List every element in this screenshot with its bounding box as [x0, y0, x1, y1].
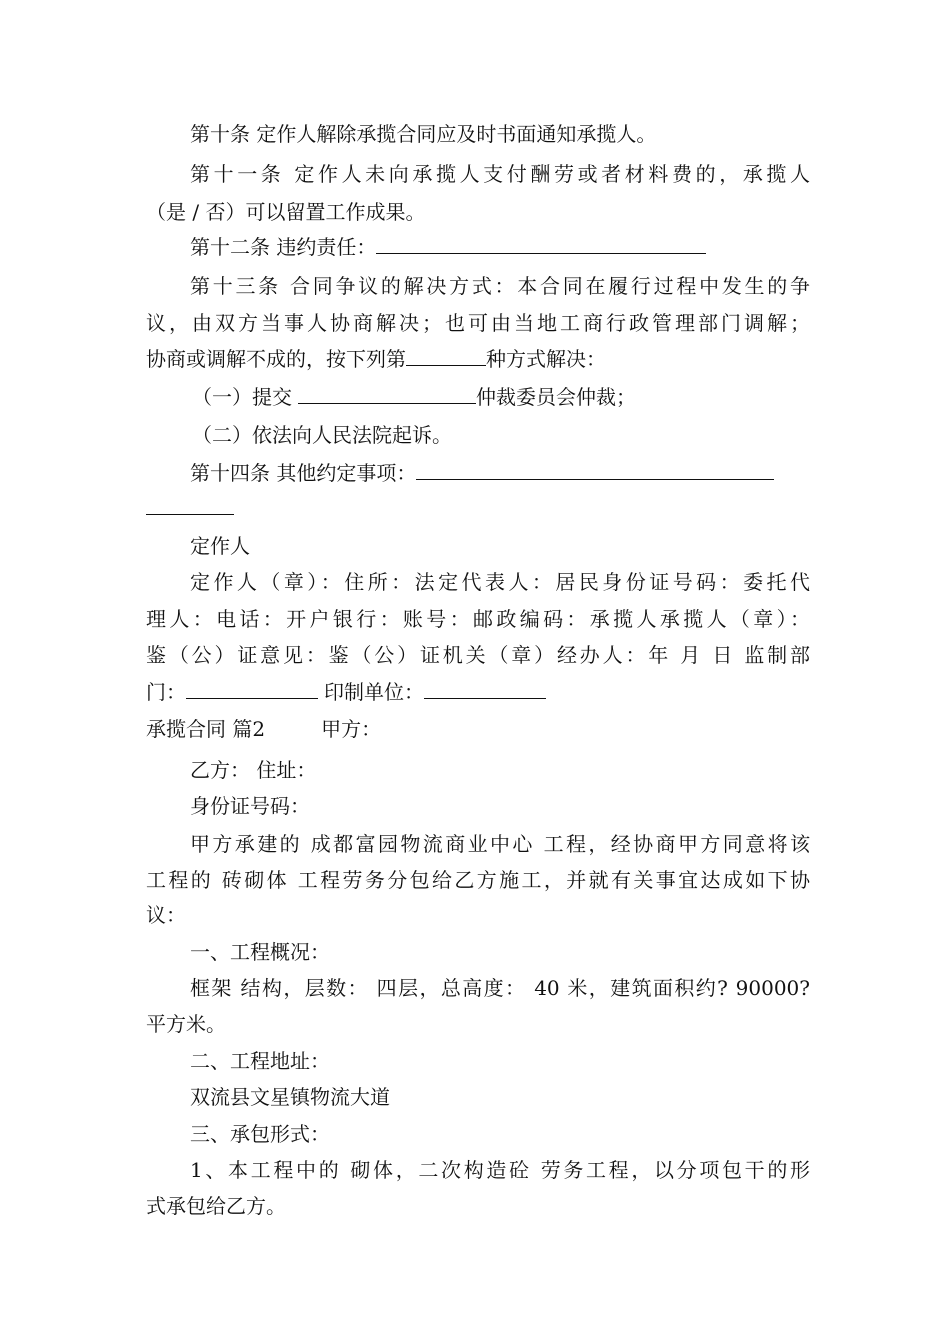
- intro-line-3: 议：: [146, 903, 186, 927]
- clause-13-prefix: 协商或调解不成的，按下列第: [146, 347, 406, 371]
- contract-2-title: 承揽合同 篇2: [146, 717, 266, 741]
- other-matters-blank-continued: [146, 494, 234, 515]
- intro-line-1: 甲方承建的 成都富园物流商业中心 工程，经协商甲方同意将该: [190, 832, 810, 856]
- signature-block-line-3: 鉴（公）证意见：鉴（公）证机关（章）经办人：年 月 日 监制部: [146, 643, 810, 667]
- arbitration-committee-blank: [298, 383, 476, 404]
- clause-13-suffix: 种方式解决：: [486, 347, 606, 371]
- party-b-line: 乙方： 住址：: [190, 758, 317, 782]
- other-matters-blank: [416, 459, 774, 480]
- clause-11-line-1: 第十一条 定作人未向承揽人支付酬劳或者材料费的，承揽人: [190, 162, 810, 186]
- contract-2-header: [146, 714, 810, 744]
- clause-14-label: 第十四条 其他约定事项：: [190, 461, 417, 485]
- section-3-heading: 三、承包形式：: [190, 1122, 330, 1146]
- project-address: 双流县文星镇物流大道: [190, 1085, 390, 1109]
- option-court: （二）依法向人民法院起诉。: [192, 423, 452, 447]
- clause-11-line-2: （是 / 否）可以留置工作成果。: [146, 200, 426, 224]
- contract-form-line-2: 式承包给乙方。: [146, 1194, 286, 1218]
- contract-form-line-1: 1、本工程中的 砌体，二次构造砼 劳务工程，以分项包干的形: [190, 1158, 810, 1182]
- breach-liability-blank: [376, 233, 706, 254]
- option-1-prefix: （一）提交: [192, 385, 292, 409]
- clause-14: [146, 458, 810, 488]
- clause-14-continuation: [146, 493, 810, 523]
- section-1-heading: 一、工程概况：: [190, 940, 330, 964]
- clause-12: [146, 232, 810, 262]
- intro-line-2: 工程的 砖砌体 工程劳务分包给乙方施工，并就有关事宜达成如下协: [146, 868, 810, 892]
- contractor-heading: 定作人: [190, 534, 250, 558]
- project-overview-line-1: 框架 结构，层数： 四层，总高度： 40 米，建筑面积约? 90000?: [190, 976, 810, 1000]
- printer-label: 印制单位：: [324, 680, 424, 704]
- party-a-label: 甲方：: [321, 717, 382, 741]
- signature-block-line-4: [146, 677, 810, 707]
- signature-block-line-2: 理人：电话：开户银行：账号：邮政编码：承揽人承揽人（章）：: [146, 607, 810, 631]
- supervisor-blank: [186, 678, 318, 699]
- clause-13-line-2: 议，由双方当事人协商解决；也可由当地工商行政管理部门调解；: [146, 311, 810, 335]
- clause-13-line-3: [146, 344, 810, 374]
- signature-block-line-1: 定作人（章）：住所：法定代表人：居民身份证号码：委托代: [190, 570, 810, 594]
- project-overview-line-2: 平方米。: [146, 1012, 226, 1036]
- clause-12-label: 第十二条 违约责任：: [190, 235, 377, 259]
- section-2-heading: 二、工程地址：: [190, 1049, 330, 1073]
- printer-blank: [424, 678, 546, 699]
- dispute-method-blank: [406, 345, 486, 366]
- id-number-line: 身份证号码：: [190, 794, 310, 818]
- supervisor-label: 门：: [146, 680, 186, 704]
- clause-10: 第十条 定作人解除承揽合同应及时书面通知承揽人。: [190, 122, 657, 146]
- clause-13-line-1: 第十三条 合同争议的解决方式：本合同在履行过程中发生的争: [190, 274, 810, 298]
- option-1-suffix: 仲裁委员会仲裁；: [476, 385, 636, 409]
- option-arbitration: [146, 382, 810, 412]
